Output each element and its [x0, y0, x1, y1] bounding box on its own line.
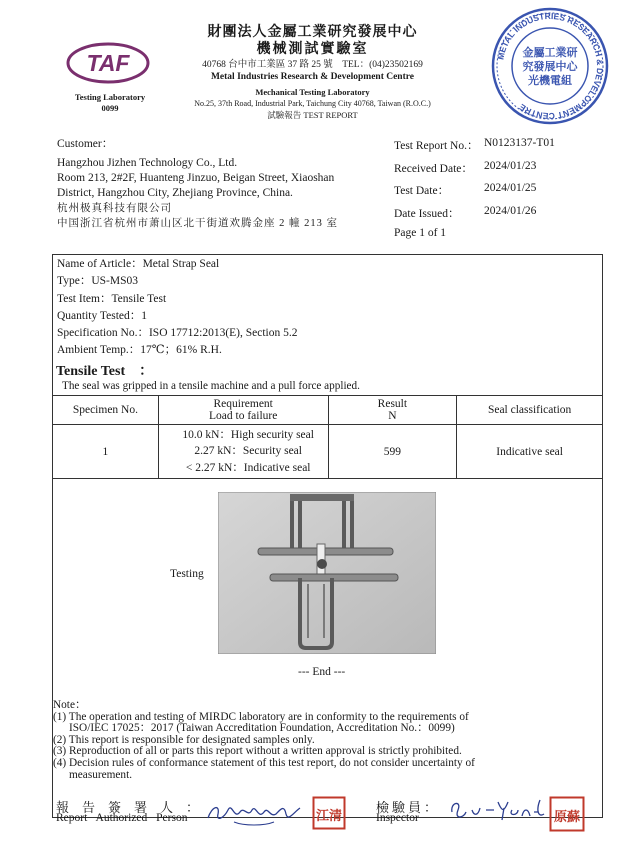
customer-address-1: Room 213, 2#2F, Huanteng Jinzuo, Beigan Street, Xiaoshan	[57, 172, 335, 184]
article-type: Type：US-MS03	[57, 275, 138, 288]
header-result: Result N	[328, 396, 457, 425]
customer-label: Customer：	[57, 138, 114, 150]
meta-received-date: Received Date： 2024/01/23	[394, 159, 537, 175]
note-1: (1) The operation and testing of MIRDC laboratory are in conformity to the requirements of	[53, 710, 469, 723]
testing-label: Testing	[170, 568, 204, 580]
svg-text:原蘇: 原蘇	[553, 809, 581, 824]
lab-name-en: Mechanical Testing Laboratory	[255, 87, 370, 97]
inspector-stamp	[549, 796, 585, 832]
table-header-row	[53, 396, 603, 425]
header-center	[150, 24, 475, 121]
inspector-label-en: Inspector	[376, 812, 419, 824]
svg-text:METAL INDUSTRIES RESEARCH & DE: METAL INDUSTRIES RESEARCH & DEVELOPMENT CENTRE	[495, 10, 606, 122]
svg-text:金屬工業研: 金屬工業研	[522, 47, 578, 59]
address-en: No.25, 37th Road, Industrial Park, Taichung City 40768, Taiwan (R.O.C.)	[194, 99, 431, 108]
authorized-signature	[204, 792, 304, 830]
note-2: (2) This report is responsible for designated samples only.	[53, 733, 315, 746]
inspector-label-zh: 檢驗員：	[376, 800, 441, 815]
customer-name: Hangzhou Jizhen Technology Co., Ltd.	[57, 157, 238, 169]
article-ambient: Ambient Temp.：17℃；61% R.H.	[57, 344, 222, 357]
taf-logo	[66, 42, 150, 84]
report-label: 試驗報告 TEST REPORT	[267, 110, 358, 120]
org-name-zh: 財團法人金屬工業研究發展中心	[207, 25, 418, 40]
svg-text:光機電組: 光機電組	[528, 75, 572, 87]
note-4-cont: measurement.	[69, 768, 133, 781]
authorized-label-zh: 報告簽署人：	[56, 800, 213, 815]
header-classification: Seal classification	[457, 396, 603, 425]
customer-address-2: District, Hangzhou City, Zhejiang Province, China.	[57, 187, 293, 199]
tensile-description: The seal was gripped in a tensile machine and a pull force applied.	[62, 380, 360, 392]
meta-test-date: Test Date： 2024/01/25	[394, 182, 537, 197]
notes-label: Note：	[53, 699, 87, 711]
meta-page: Page 1 of 1	[394, 227, 447, 239]
official-seal	[490, 6, 610, 126]
meta-date-issued: Date Issued： 2024/01/26	[394, 204, 537, 220]
notes	[53, 700, 603, 781]
inspector-signature	[446, 792, 546, 824]
svg-text:究發展中心: 究發展中心	[522, 61, 578, 73]
address-zh: 40768 台中市工業區 37 路 25 號 TEL：(04)23502169	[202, 60, 423, 70]
lab-label: Testing Laboratory 0099	[74, 92, 146, 113]
customer-block	[57, 137, 377, 231]
end-marker: --- End ---	[298, 666, 346, 678]
article-name: Name of Article：Metal Strap Seal	[57, 258, 220, 270]
authorized-stamp	[312, 796, 346, 830]
lab-name-zh: 機械測試實驗室	[256, 42, 369, 57]
article-quantity: Quantity Tested：1	[57, 309, 148, 322]
authorized-label-en: Report Authorized Person	[56, 812, 188, 824]
results-table	[52, 395, 603, 479]
org-name-en: Metal Industries Research & Development Centre	[210, 72, 415, 82]
header-specimen: Specimen No.	[53, 396, 159, 425]
cell-specimen: 1	[53, 425, 159, 479]
report-meta	[394, 137, 624, 250]
cell-classification: Indicative seal	[457, 425, 603, 479]
test-photo	[218, 492, 436, 654]
svg-text:江清: 江清	[315, 808, 343, 823]
note-3: (3) Reproduction of all or parts this report without a written approval is strictly prohibited.	[53, 745, 462, 758]
cell-result: 599	[328, 425, 457, 479]
note-4: (4) Decision rules of conformance statement of this test report, do not consider uncertainty of	[53, 756, 475, 769]
customer-address-zh: 中国浙江省杭州市萧山区北干街道欢腾金座 2 幢 213 室	[57, 218, 338, 229]
article-test-item: Test Item：Tensile Test	[57, 292, 167, 305]
tensile-title: Tensile Test ：	[56, 364, 154, 379]
note-1-cont: ISO/IEC 17025：2017 (Taiwan Accreditation Foundation, Accreditation No.：0099)	[69, 722, 455, 735]
table-row	[53, 425, 603, 479]
article-specification: Specification No.：ISO 17712:2013(E), Section 5.2	[57, 327, 298, 340]
article-info	[57, 256, 298, 360]
taf-logo-text: TAF	[86, 50, 130, 76]
header-requirement: Requirement Load to failure	[158, 396, 328, 425]
cell-requirements: 10.0 kN：High security seal 2.27 kN：Security seal < 2.27 kN：Indicative seal	[158, 425, 328, 479]
meta-report-no: Test Report No.： N0123137-T01	[394, 137, 555, 152]
customer-name-zh: 杭州极真科技有限公司	[57, 203, 172, 214]
